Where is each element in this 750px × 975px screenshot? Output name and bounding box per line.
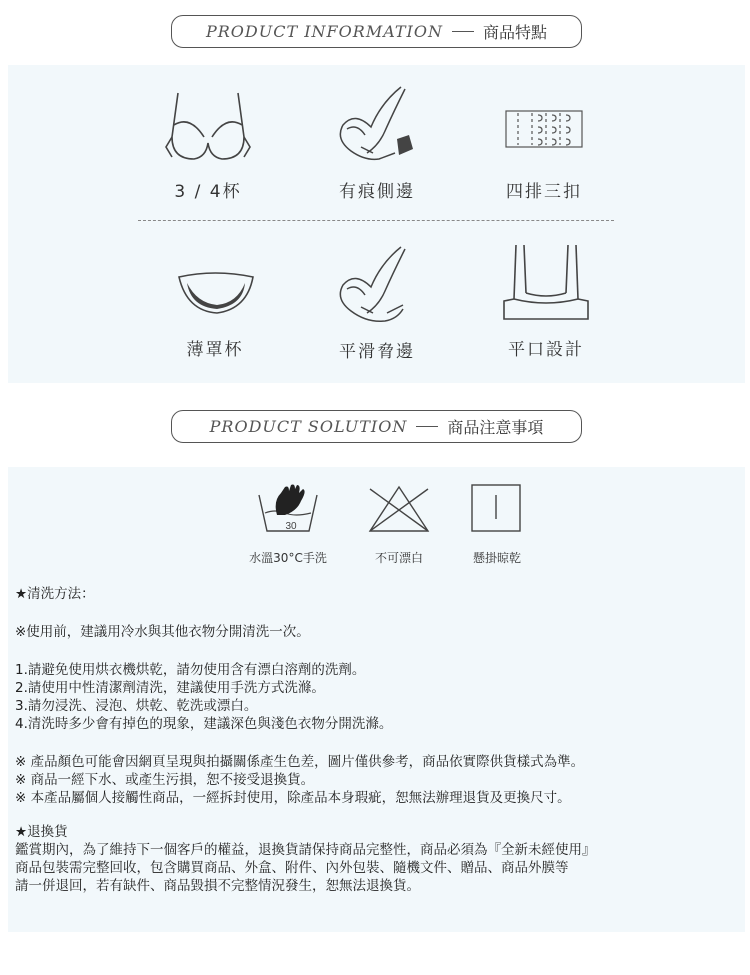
flat-neckline-icon [498,243,594,329]
header-english: PRODUCT SOLUTION [209,417,408,436]
returns-line: 請一併退回，若有缺件、商品毀損不完整情況發生，恕無法退換貨。 [15,878,420,894]
returns-title: ★退換貨 [15,824,68,840]
header-divider [416,426,438,427]
feature-label: 薄罩杯 [186,340,244,360]
washing-title: ★清洗方法： [15,586,95,602]
returns-line: 商品包裝需完整回收，包含購買商品、外盒、附件、內外包裝、隨機文件、贈品、商品外膜等 [15,860,569,876]
no-bleach-icon [366,483,432,535]
three-quarter-cup-bra-icon [160,85,256,171]
notice-line: ※ 產品顏色可能會因網頁呈現與拍攝關係產生色差，圖片僅供參考，商品依實際供貨樣式為準。 [15,754,585,770]
care-label: 不可漂白 [374,551,423,565]
thin-cup-icon [167,243,263,329]
feature-three-quarter-cup [143,85,273,202]
care-label: 懸掛晾乾 [472,551,521,565]
wash-temperature: 30 [285,521,297,532]
feature-four-row-three-hook [479,85,609,202]
care-instructions [15,585,740,895]
feature-marked-side [312,83,442,202]
header-divider [452,31,474,32]
washing-step: 3.請勿浸洗、浸泡、烘乾、乾洗或漂白。 [15,698,258,714]
care-hand-wash [233,483,343,566]
header-chinese: 商品注意事項 [447,418,544,437]
washing-step: 2.請使用中性清潔劑清洗，建議使用手洗方式洗滌。 [15,680,325,696]
returns-line: 鑑賞期內，為了維持下一個客戶的權益，退換貨請保持商品完整性，商品必須為『全新未經使用』 [15,842,596,858]
header-english: PRODUCT INFORMATION [205,22,443,41]
product-solution-header [171,410,582,443]
feature-label: 平滑脅邊 [339,342,415,362]
feature-label: 3 / 4杯 [174,182,242,202]
notice-line: ※ 商品一經下水、或產生污損，恕不接受退換貨。 [15,772,315,788]
notice-line: ※ 本產品屬個人接觸性商品，一經拆封使用，除產品本身瑕疵，恕無法辦理退貨及更換尺寸。 [15,790,571,806]
washing-step: 1.請避免使用烘衣機烘乾，請勿使用含有漂白溶劑的洗劑。 [15,662,366,678]
product-care-panel [8,467,745,932]
four-row-three-hook-icon [496,85,592,171]
washing-note: ※使用前，建議用冷水與其他衣物分開清洗一次。 [15,624,310,640]
header-chinese: 商品特點 [482,23,547,42]
marked-side-icon [327,83,427,171]
product-information-header [171,15,582,48]
feature-flat-neckline [481,243,611,360]
washing-step: 4.清洗時多少會有掉色的現象，建議深色與淺色衣物分開洗滌。 [15,716,393,732]
feature-smooth-side [312,243,442,362]
feature-label: 平口設計 [508,340,584,360]
smooth-side-icon [327,243,427,331]
hang-dry-icon [464,483,530,535]
feature-thin-cup [150,243,280,360]
product-features-panel [8,65,745,383]
hand-wash-30-icon [255,483,321,535]
care-no-bleach [344,483,454,566]
feature-label: 有痕側邊 [339,182,415,202]
feature-label: 四排三扣 [506,182,582,202]
dashed-divider [138,220,614,221]
care-label: 水溫30°C手洗 [249,551,327,565]
care-hang-dry [442,483,552,566]
